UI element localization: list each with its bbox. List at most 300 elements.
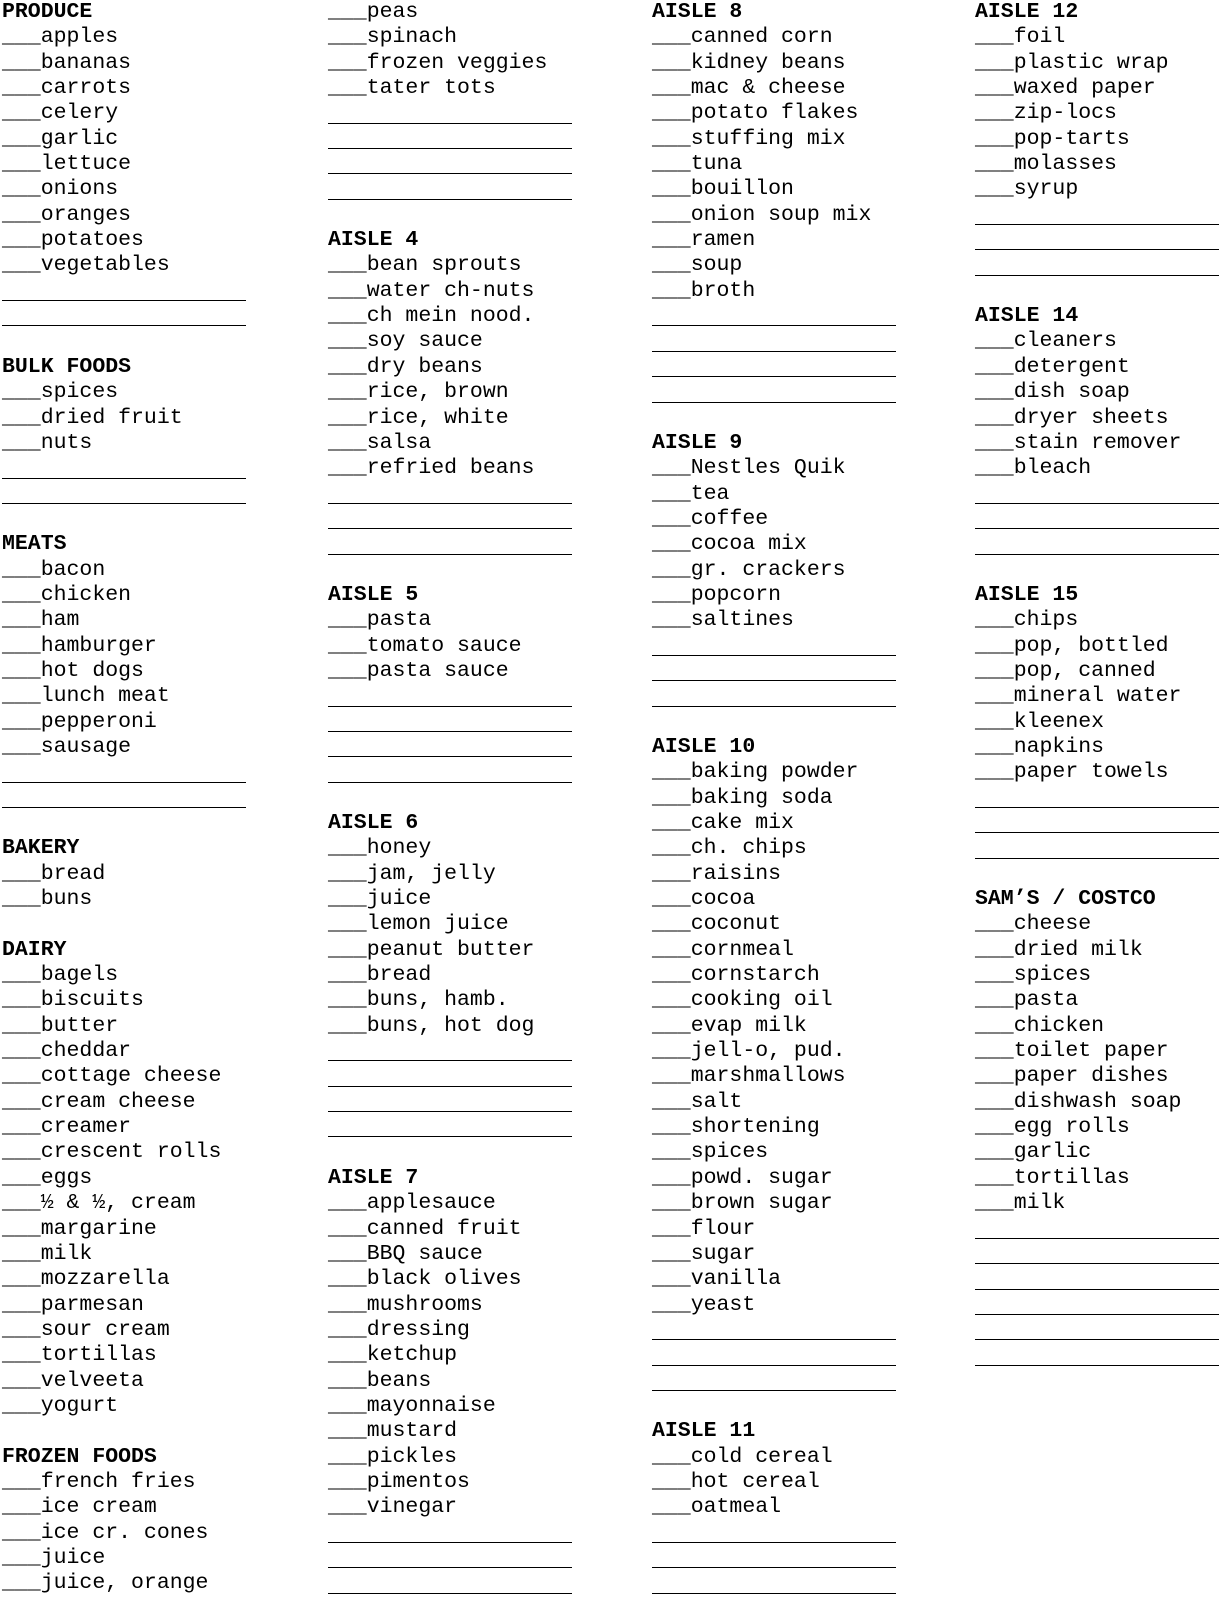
checklist-item[interactable] bbox=[652, 1166, 952, 1191]
checklist-item[interactable] bbox=[2, 228, 302, 253]
blank-write-in-line[interactable] bbox=[652, 659, 952, 684]
check-blank[interactable]: ___ bbox=[2, 1571, 41, 1596]
check-blank[interactable]: ___ bbox=[328, 1216, 367, 1241]
check-blank[interactable]: ___ bbox=[2, 380, 41, 405]
check-blank[interactable]: ___ bbox=[328, 1013, 367, 1038]
blank-write-in-line[interactable] bbox=[328, 735, 628, 760]
check-blank[interactable]: ___ bbox=[975, 50, 1014, 75]
blank-write-in-line[interactable] bbox=[975, 482, 1229, 507]
blank-write-in-line[interactable] bbox=[328, 482, 628, 507]
check-blank[interactable]: ___ bbox=[328, 1241, 367, 1266]
blank-write-in-line[interactable] bbox=[975, 1318, 1229, 1343]
checklist-item[interactable] bbox=[2, 1064, 302, 1089]
blank-write-in-line[interactable] bbox=[328, 1064, 628, 1089]
check-blank[interactable]: ___ bbox=[652, 861, 691, 886]
blank-write-in-line[interactable] bbox=[652, 1521, 952, 1546]
check-blank[interactable]: ___ bbox=[652, 50, 691, 75]
checklist-item[interactable] bbox=[652, 912, 952, 937]
checklist-item[interactable] bbox=[328, 253, 628, 278]
checklist-item[interactable] bbox=[2, 1571, 302, 1596]
checklist-item[interactable] bbox=[2, 76, 302, 101]
blank-write-in-line[interactable] bbox=[328, 1115, 628, 1140]
blank-write-in-line[interactable] bbox=[328, 760, 628, 785]
check-blank[interactable]: ___ bbox=[652, 481, 691, 506]
checklist-item[interactable] bbox=[328, 1495, 628, 1520]
checklist-item[interactable] bbox=[652, 482, 952, 507]
check-blank[interactable]: ___ bbox=[328, 861, 367, 886]
checklist-item[interactable] bbox=[975, 938, 1229, 963]
check-blank[interactable]: ___ bbox=[652, 1039, 691, 1064]
check-blank[interactable]: ___ bbox=[652, 1292, 691, 1317]
checklist-item[interactable] bbox=[975, 1115, 1229, 1140]
check-blank[interactable]: ___ bbox=[328, 887, 367, 912]
check-blank[interactable]: ___ bbox=[2, 1089, 41, 1114]
checklist-item[interactable] bbox=[652, 938, 952, 963]
checklist-item[interactable] bbox=[652, 811, 952, 836]
checklist-item[interactable] bbox=[975, 406, 1229, 431]
check-blank[interactable]: ___ bbox=[328, 937, 367, 962]
checklist-item[interactable] bbox=[328, 659, 628, 684]
check-blank[interactable]: ___ bbox=[2, 1343, 41, 1368]
check-blank[interactable]: ___ bbox=[328, 76, 367, 101]
checklist-item[interactable] bbox=[328, 634, 628, 659]
checklist-item[interactable] bbox=[652, 836, 952, 861]
blank-write-in-line[interactable] bbox=[328, 1546, 628, 1571]
checklist-item[interactable] bbox=[328, 1217, 628, 1242]
check-blank[interactable]: ___ bbox=[975, 709, 1014, 734]
checklist-item[interactable] bbox=[652, 532, 952, 557]
check-blank[interactable]: ___ bbox=[652, 1089, 691, 1114]
blank-write-in-line[interactable] bbox=[2, 786, 302, 811]
checklist-item[interactable] bbox=[975, 1064, 1229, 1089]
checklist-item[interactable] bbox=[328, 1191, 628, 1216]
blank-write-in-line[interactable] bbox=[328, 1571, 628, 1596]
check-blank[interactable]: ___ bbox=[975, 126, 1014, 151]
checklist-item[interactable] bbox=[652, 1495, 952, 1520]
checklist-item[interactable] bbox=[2, 1242, 302, 1267]
checklist-item[interactable] bbox=[2, 1546, 302, 1571]
check-blank[interactable]: ___ bbox=[975, 734, 1014, 759]
checklist-item[interactable] bbox=[2, 558, 302, 583]
check-blank[interactable]: ___ bbox=[328, 50, 367, 75]
checklist-item[interactable] bbox=[652, 101, 952, 126]
checklist-item[interactable] bbox=[2, 608, 302, 633]
check-blank[interactable]: ___ bbox=[2, 76, 41, 101]
check-blank[interactable]: ___ bbox=[652, 785, 691, 810]
check-blank[interactable]: ___ bbox=[2, 228, 41, 253]
checklist-item[interactable] bbox=[328, 1445, 628, 1470]
check-blank[interactable]: ___ bbox=[652, 1241, 691, 1266]
checklist-item[interactable] bbox=[975, 912, 1229, 937]
checklist-item[interactable] bbox=[328, 329, 628, 354]
check-blank[interactable]: ___ bbox=[2, 633, 41, 658]
check-blank[interactable]: ___ bbox=[2, 1216, 41, 1241]
check-blank[interactable]: ___ bbox=[328, 253, 367, 278]
check-blank[interactable]: ___ bbox=[652, 1267, 691, 1292]
checklist-item[interactable] bbox=[2, 127, 302, 152]
checklist-item[interactable] bbox=[975, 1166, 1229, 1191]
checklist-item[interactable] bbox=[2, 1166, 302, 1191]
checklist-item[interactable] bbox=[328, 355, 628, 380]
checklist-item[interactable] bbox=[2, 684, 302, 709]
check-blank[interactable]: ___ bbox=[2, 1039, 41, 1064]
check-blank[interactable]: ___ bbox=[652, 912, 691, 937]
checklist-item[interactable] bbox=[975, 1140, 1229, 1165]
check-blank[interactable]: ___ bbox=[328, 836, 367, 861]
check-blank[interactable]: ___ bbox=[2, 1495, 41, 1520]
blank-write-in-line[interactable] bbox=[975, 811, 1229, 836]
checklist-item[interactable] bbox=[975, 380, 1229, 405]
check-blank[interactable]: ___ bbox=[652, 1469, 691, 1494]
check-blank[interactable]: ___ bbox=[652, 811, 691, 835]
blank-write-in-line[interactable] bbox=[2, 456, 302, 481]
check-blank[interactable]: ___ bbox=[975, 177, 1014, 202]
check-blank[interactable]: ___ bbox=[2, 1115, 41, 1140]
checklist-item[interactable] bbox=[2, 1521, 302, 1546]
check-blank[interactable]: ___ bbox=[2, 1393, 41, 1418]
checklist-item[interactable] bbox=[2, 583, 302, 608]
blank-write-in-line[interactable] bbox=[975, 1242, 1229, 1267]
check-blank[interactable]: ___ bbox=[2, 608, 41, 633]
check-blank[interactable]: ___ bbox=[2, 1520, 41, 1545]
check-blank[interactable]: ___ bbox=[652, 887, 691, 912]
checklist-item[interactable] bbox=[975, 634, 1229, 659]
check-blank[interactable]: ___ bbox=[975, 1191, 1014, 1216]
checklist-item[interactable] bbox=[975, 101, 1229, 126]
checklist-item[interactable] bbox=[975, 127, 1229, 152]
checklist-item[interactable] bbox=[652, 1217, 952, 1242]
check-blank[interactable]: ___ bbox=[2, 253, 41, 278]
check-blank[interactable]: ___ bbox=[328, 1343, 367, 1368]
check-blank[interactable]: ___ bbox=[2, 1267, 41, 1292]
checklist-item[interactable] bbox=[328, 51, 628, 76]
blank-write-in-line[interactable] bbox=[652, 304, 952, 329]
check-blank[interactable]: ___ bbox=[975, 963, 1014, 988]
check-blank[interactable]: ___ bbox=[2, 1545, 41, 1570]
check-blank[interactable]: ___ bbox=[328, 1419, 367, 1444]
check-blank[interactable]: ___ bbox=[975, 152, 1014, 177]
checklist-item[interactable] bbox=[328, 887, 628, 912]
checklist-item[interactable] bbox=[975, 25, 1229, 50]
checklist-item[interactable] bbox=[975, 684, 1229, 709]
checklist-item[interactable] bbox=[328, 1267, 628, 1292]
check-blank[interactable]: ___ bbox=[975, 1165, 1014, 1190]
check-blank[interactable]: ___ bbox=[975, 1115, 1014, 1140]
checklist-item[interactable] bbox=[975, 988, 1229, 1013]
checklist-item[interactable] bbox=[975, 1014, 1229, 1039]
checklist-item[interactable] bbox=[328, 1242, 628, 1267]
checklist-item[interactable] bbox=[652, 177, 952, 202]
checklist-item[interactable] bbox=[328, 380, 628, 405]
check-blank[interactable]: ___ bbox=[328, 1469, 367, 1494]
blank-write-in-line[interactable] bbox=[975, 253, 1229, 278]
check-blank[interactable]: ___ bbox=[652, 253, 691, 278]
check-blank[interactable]: ___ bbox=[975, 76, 1014, 101]
check-blank[interactable]: ___ bbox=[652, 1165, 691, 1190]
check-blank[interactable]: ___ bbox=[652, 228, 691, 253]
check-blank[interactable]: ___ bbox=[2, 557, 41, 582]
blank-write-in-line[interactable] bbox=[2, 304, 302, 329]
blank-write-in-line[interactable] bbox=[328, 1521, 628, 1546]
blank-write-in-line[interactable] bbox=[328, 1039, 628, 1064]
check-blank[interactable]: ___ bbox=[2, 101, 41, 126]
checklist-item[interactable] bbox=[328, 431, 628, 456]
check-blank[interactable]: ___ bbox=[328, 25, 367, 50]
check-blank[interactable]: ___ bbox=[652, 608, 691, 633]
checklist-item[interactable] bbox=[328, 304, 628, 329]
checklist-item[interactable] bbox=[2, 177, 302, 202]
checklist-item[interactable] bbox=[652, 76, 952, 101]
checklist-item[interactable] bbox=[2, 634, 302, 659]
check-blank[interactable]: ___ bbox=[652, 177, 691, 202]
check-blank[interactable]: ___ bbox=[2, 658, 41, 683]
check-blank[interactable]: ___ bbox=[652, 557, 691, 582]
blank-write-in-line[interactable] bbox=[652, 329, 952, 354]
check-blank[interactable]: ___ bbox=[975, 456, 1014, 481]
blank-write-in-line[interactable] bbox=[328, 684, 628, 709]
check-blank[interactable]: ___ bbox=[652, 836, 691, 861]
checklist-item[interactable] bbox=[328, 938, 628, 963]
check-blank[interactable]: ___ bbox=[652, 1140, 691, 1165]
check-blank[interactable]: ___ bbox=[2, 152, 41, 177]
blank-write-in-line[interactable] bbox=[652, 1571, 952, 1596]
check-blank[interactable]: ___ bbox=[2, 861, 41, 886]
checklist-item[interactable] bbox=[652, 1064, 952, 1089]
blank-write-in-line[interactable] bbox=[975, 786, 1229, 811]
check-blank[interactable]: ___ bbox=[328, 608, 367, 633]
checklist-item[interactable] bbox=[2, 988, 302, 1013]
checklist-item[interactable] bbox=[652, 608, 952, 633]
check-blank[interactable]: ___ bbox=[652, 532, 691, 557]
check-blank[interactable]: ___ bbox=[328, 1368, 367, 1393]
checklist-item[interactable] bbox=[975, 76, 1229, 101]
checklist-item[interactable] bbox=[2, 1495, 302, 1520]
checklist-item[interactable] bbox=[652, 279, 952, 304]
check-blank[interactable]: ___ bbox=[2, 25, 41, 50]
check-blank[interactable]: ___ bbox=[2, 734, 41, 759]
check-blank[interactable]: ___ bbox=[2, 1292, 41, 1317]
check-blank[interactable]: ___ bbox=[328, 1495, 367, 1520]
checklist-item[interactable] bbox=[2, 1470, 302, 1495]
check-blank[interactable]: ___ bbox=[2, 709, 41, 734]
checklist-item[interactable] bbox=[652, 1242, 952, 1267]
checklist-item[interactable] bbox=[2, 1039, 302, 1064]
check-blank[interactable]: ___ bbox=[328, 1267, 367, 1292]
check-blank[interactable]: ___ bbox=[2, 177, 41, 202]
check-blank[interactable]: ___ bbox=[975, 988, 1014, 1013]
check-blank[interactable]: ___ bbox=[2, 1165, 41, 1190]
checklist-item[interactable] bbox=[652, 253, 952, 278]
checklist-item[interactable] bbox=[328, 912, 628, 937]
check-blank[interactable]: ___ bbox=[975, 633, 1014, 658]
checklist-item[interactable] bbox=[328, 1293, 628, 1318]
check-blank[interactable]: ___ bbox=[975, 684, 1014, 709]
check-blank[interactable]: ___ bbox=[652, 760, 691, 785]
checklist-item[interactable] bbox=[975, 355, 1229, 380]
checklist-item[interactable] bbox=[652, 887, 952, 912]
checklist-item[interactable] bbox=[975, 735, 1229, 760]
checklist-item[interactable] bbox=[328, 1470, 628, 1495]
checklist-item[interactable] bbox=[652, 1445, 952, 1470]
checklist-item[interactable] bbox=[652, 583, 952, 608]
check-blank[interactable]: ___ bbox=[652, 1115, 691, 1140]
check-blank[interactable]: ___ bbox=[328, 354, 367, 379]
checklist-item[interactable] bbox=[328, 862, 628, 887]
check-blank[interactable]: ___ bbox=[975, 1064, 1014, 1089]
blank-write-in-line[interactable] bbox=[975, 836, 1229, 861]
check-blank[interactable]: ___ bbox=[975, 405, 1014, 430]
checklist-item[interactable] bbox=[328, 1419, 628, 1444]
blank-write-in-line[interactable] bbox=[2, 482, 302, 507]
checklist-item[interactable] bbox=[975, 608, 1229, 633]
checklist-item[interactable] bbox=[328, 963, 628, 988]
check-blank[interactable]: ___ bbox=[652, 1013, 691, 1038]
check-blank[interactable]: ___ bbox=[328, 329, 367, 354]
check-blank[interactable]: ___ bbox=[652, 1191, 691, 1216]
checklist-item[interactable] bbox=[2, 406, 302, 431]
checklist-item[interactable] bbox=[328, 1394, 628, 1419]
checklist-item[interactable] bbox=[328, 25, 628, 50]
check-blank[interactable]: ___ bbox=[2, 1064, 41, 1089]
blank-write-in-line[interactable] bbox=[652, 1318, 952, 1343]
checklist-item[interactable] bbox=[652, 203, 952, 228]
check-blank[interactable]: ___ bbox=[328, 963, 367, 988]
checklist-item[interactable] bbox=[2, 963, 302, 988]
checklist-item[interactable] bbox=[328, 1014, 628, 1039]
check-blank[interactable]: ___ bbox=[652, 1495, 691, 1520]
checklist-item[interactable] bbox=[975, 177, 1229, 202]
checklist-item[interactable] bbox=[328, 836, 628, 861]
check-blank[interactable]: ___ bbox=[2, 1469, 41, 1494]
checklist-item[interactable] bbox=[652, 228, 952, 253]
blank-write-in-line[interactable] bbox=[975, 1293, 1229, 1318]
checklist-item[interactable] bbox=[2, 25, 302, 50]
checklist-item[interactable] bbox=[652, 1140, 952, 1165]
check-blank[interactable]: ___ bbox=[652, 1064, 691, 1089]
blank-write-in-line[interactable] bbox=[652, 1369, 952, 1394]
checklist-item[interactable] bbox=[652, 786, 952, 811]
check-blank[interactable]: ___ bbox=[975, 329, 1014, 354]
blank-write-in-line[interactable] bbox=[652, 634, 952, 659]
checklist-item[interactable] bbox=[2, 1191, 302, 1216]
check-blank[interactable]: ___ bbox=[652, 278, 691, 303]
checklist-item[interactable] bbox=[652, 760, 952, 785]
checklist-item[interactable] bbox=[328, 406, 628, 431]
blank-write-in-line[interactable] bbox=[328, 127, 628, 152]
blank-write-in-line[interactable] bbox=[975, 1217, 1229, 1242]
check-blank[interactable]: ___ bbox=[975, 1039, 1014, 1064]
check-blank[interactable]: ___ bbox=[652, 25, 691, 50]
checklist-item[interactable] bbox=[975, 329, 1229, 354]
checklist-item[interactable] bbox=[2, 1369, 302, 1394]
checklist-item[interactable] bbox=[652, 507, 952, 532]
check-blank[interactable]: ___ bbox=[2, 963, 41, 988]
checklist-item[interactable] bbox=[2, 659, 302, 684]
checklist-item[interactable] bbox=[2, 253, 302, 278]
check-blank[interactable]: ___ bbox=[652, 126, 691, 151]
checklist-item[interactable] bbox=[328, 279, 628, 304]
check-blank[interactable]: ___ bbox=[652, 937, 691, 962]
blank-write-in-line[interactable] bbox=[975, 203, 1229, 228]
check-blank[interactable]: ___ bbox=[652, 456, 691, 481]
blank-write-in-line[interactable] bbox=[2, 760, 302, 785]
check-blank[interactable]: ___ bbox=[652, 202, 691, 227]
blank-write-in-line[interactable] bbox=[328, 507, 628, 532]
check-blank[interactable]: ___ bbox=[2, 1368, 41, 1393]
check-blank[interactable]: ___ bbox=[652, 1444, 691, 1469]
checklist-item[interactable] bbox=[975, 710, 1229, 735]
checklist-item[interactable] bbox=[975, 431, 1229, 456]
blank-write-in-line[interactable] bbox=[652, 355, 952, 380]
check-blank[interactable]: ___ bbox=[975, 101, 1014, 126]
checklist-item[interactable] bbox=[2, 1115, 302, 1140]
checklist-item[interactable] bbox=[2, 431, 302, 456]
checklist-item[interactable] bbox=[328, 988, 628, 1013]
checklist-item[interactable] bbox=[975, 659, 1229, 684]
check-blank[interactable]: ___ bbox=[328, 1444, 367, 1469]
blank-write-in-line[interactable] bbox=[328, 532, 628, 557]
blank-write-in-line[interactable] bbox=[328, 152, 628, 177]
check-blank[interactable]: ___ bbox=[328, 430, 367, 455]
checklist-item[interactable] bbox=[975, 456, 1229, 481]
check-blank[interactable]: ___ bbox=[2, 1317, 41, 1342]
check-blank[interactable]: ___ bbox=[652, 506, 691, 531]
check-blank[interactable]: ___ bbox=[2, 1140, 41, 1165]
check-blank[interactable]: ___ bbox=[975, 354, 1014, 379]
checklist-item[interactable] bbox=[2, 1014, 302, 1039]
checklist-item[interactable] bbox=[2, 1343, 302, 1368]
check-blank[interactable]: ___ bbox=[975, 380, 1014, 405]
checklist-item[interactable] bbox=[652, 1267, 952, 1292]
check-blank[interactable]: ___ bbox=[975, 25, 1014, 50]
checklist-item[interactable] bbox=[2, 1394, 302, 1419]
checklist-item[interactable] bbox=[328, 1369, 628, 1394]
check-blank[interactable]: ___ bbox=[975, 912, 1014, 937]
checklist-item[interactable] bbox=[652, 988, 952, 1013]
checklist-item[interactable] bbox=[975, 1191, 1229, 1216]
checklist-item[interactable] bbox=[2, 735, 302, 760]
check-blank[interactable]: ___ bbox=[975, 937, 1014, 962]
checklist-item[interactable] bbox=[2, 1217, 302, 1242]
checklist-item[interactable] bbox=[652, 1470, 952, 1495]
check-blank[interactable]: ___ bbox=[975, 658, 1014, 683]
check-blank[interactable]: ___ bbox=[328, 912, 367, 937]
checklist-item[interactable] bbox=[652, 1039, 952, 1064]
blank-write-in-line[interactable] bbox=[328, 1090, 628, 1115]
checklist-item[interactable] bbox=[2, 887, 302, 912]
checklist-item[interactable] bbox=[652, 1014, 952, 1039]
blank-write-in-line[interactable] bbox=[328, 101, 628, 126]
checklist-item[interactable] bbox=[2, 380, 302, 405]
checklist-item[interactable] bbox=[2, 1090, 302, 1115]
check-blank[interactable]: ___ bbox=[652, 152, 691, 177]
checklist-item[interactable] bbox=[975, 1090, 1229, 1115]
checklist-item[interactable] bbox=[652, 25, 952, 50]
blank-write-in-line[interactable] bbox=[975, 507, 1229, 532]
blank-write-in-line[interactable] bbox=[652, 1343, 952, 1368]
checklist-item[interactable] bbox=[652, 963, 952, 988]
check-blank[interactable]: ___ bbox=[328, 658, 367, 683]
check-blank[interactable]: ___ bbox=[652, 1216, 691, 1241]
check-blank[interactable]: ___ bbox=[2, 202, 41, 227]
check-blank[interactable]: ___ bbox=[652, 988, 691, 1013]
blank-write-in-line[interactable] bbox=[975, 1343, 1229, 1368]
check-blank[interactable]: ___ bbox=[328, 1317, 367, 1342]
checklist-item[interactable] bbox=[2, 101, 302, 126]
check-blank[interactable]: ___ bbox=[2, 582, 41, 607]
checklist-item[interactable] bbox=[328, 0, 628, 25]
check-blank[interactable]: ___ bbox=[2, 50, 41, 75]
